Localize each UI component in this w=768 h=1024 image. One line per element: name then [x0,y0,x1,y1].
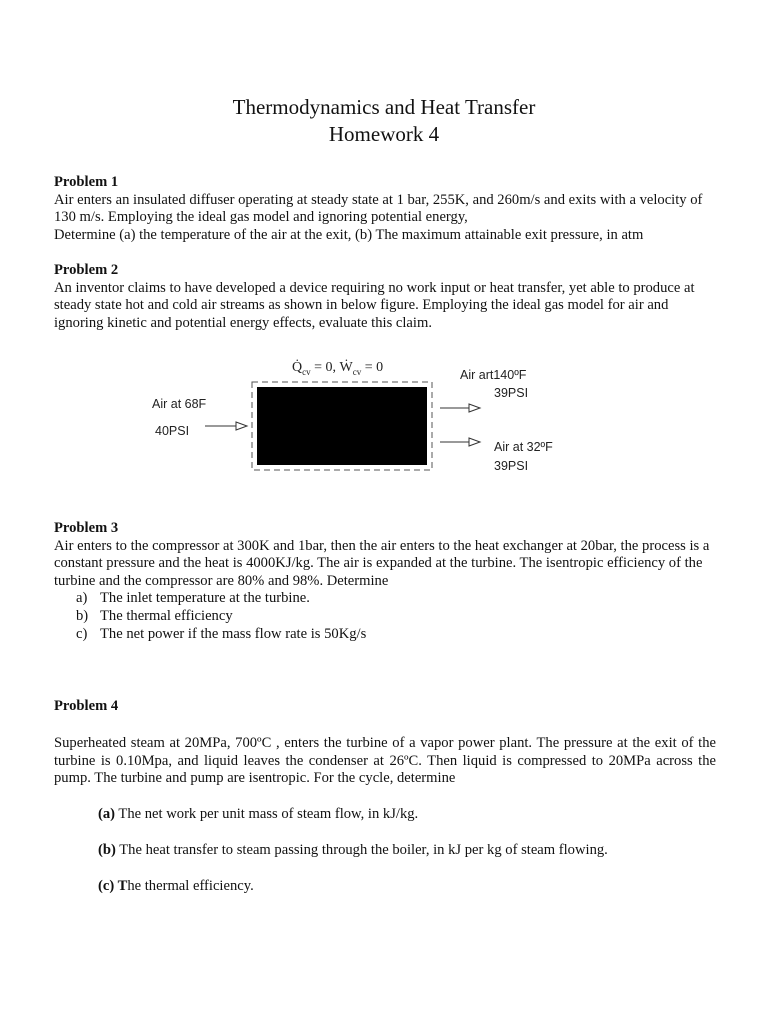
problem-4-body [54,735,716,788]
w-subscript: cv [352,366,362,377]
list-marker: a) [76,590,88,607]
question-c [54,878,716,896]
cold-outlet-pressure-label: 39PSI [494,459,529,473]
q-subscript: cv [302,366,311,377]
problem-4-question-a [54,806,716,824]
w-symbol: Ẇ [339,360,353,375]
list-item [54,590,716,608]
list-text: The net power if the mass flow rate is 50Kg/s [100,625,367,642]
hot-outlet-arrow-head [469,404,480,412]
problem-3 [54,520,716,643]
question-label: (b) [98,842,116,858]
question-text: The net work per unit mass of steam flow, in kJ/kg. [115,806,419,822]
problem-4 [54,698,716,716]
cold-outlet-arrow-head [469,438,480,446]
problem-1 [54,174,716,244]
question-text: he thermal efficiency. [127,878,254,894]
list-text: The inlet temperature at the turbine. [100,590,310,607]
q-symbol: Q̇ [292,360,303,375]
question-label: (a) [98,806,116,822]
w-equals: = 0 [361,360,384,375]
cold-outlet-temp-label: Air at 32ºF [494,440,553,454]
problem-3-heading: Problem 3 [54,520,119,536]
question-label: (c) T [98,878,128,894]
question-a [54,806,716,824]
inlet-temp-label: Air at 68F [152,397,207,411]
inlet-arrow-head [236,422,247,430]
hot-outlet-pressure-label: 39PSI [494,386,529,400]
device-box [257,387,427,465]
list-item [54,626,716,644]
list-text: The thermal efficiency [100,607,233,624]
problem-4-question-b [54,842,716,860]
document-title [0,94,768,148]
problem-1-heading: Problem 1 [54,174,119,190]
problem-1-question: Determine (a) the temperature of the air at the exit, (b) The maximum attainable exit pressure, in atm [54,226,644,243]
problem-2-heading: Problem 2 [54,262,119,278]
problem-1-text: Air enters an insulated diffuser operating at steady state at 1 bar, 255K, and 260m/s and exits with a velocity of 130 m/s. Employing the ideal gas model and ignoring potential energy, [54,191,703,226]
question-text: The heat transfer to steam passing through the boiler, in kJ per kg of steam flowing. [115,842,608,858]
problem-4-heading: Problem 4 [54,698,119,714]
problem-4-question-c [54,878,716,896]
problem-4-text: Superheated steam at 20MPa, 700ºC , enters the turbine of a vapor power plant. The pressure at the exit of the turbine is 0.10Mpa, and liquid leaves the condenser at 26ºC. Then liquid is compressed to 20MPa across the pump. The turbine and pump are isentropic. For the cycle, determine [54,735,716,787]
problem-3-list [54,590,716,643]
list-item [54,608,716,626]
q-equals: = 0, [310,360,340,375]
title-line-1: Thermodynamics and Heat Transfer [232,95,536,119]
problem-2 [54,262,716,332]
hot-outlet-temp-label: Air art140ºF [460,368,527,382]
control-volume-boundary [252,382,432,470]
list-marker: c) [76,625,88,642]
problem-3-text: Air enters to the compressor at 300K and 1bar, then the air enters to the heat exchanger at 20bar, the process is a constant pressure and the heat is 4000KJ/kg. The air is expanded at the turbine. The isentropic efficiency of the turbine and the compressor are 80% and 98%. Determine [54,537,710,589]
inlet-pressure-label: 40PSI [155,424,190,438]
list-marker: b) [76,607,89,624]
title-line-2: Homework 4 [328,122,440,146]
problem-2-text: An inventor claims to have developed a device requiring no work input or heat transfer, yet able to produce at steady state hot and cold air streams as shown in below figure. Employing the ideal gas model for air and ignoring kinetic and potential energy effects, evaluate this claim. [54,279,695,331]
diagram-energy-label [292,360,383,377]
question-b [54,842,716,860]
